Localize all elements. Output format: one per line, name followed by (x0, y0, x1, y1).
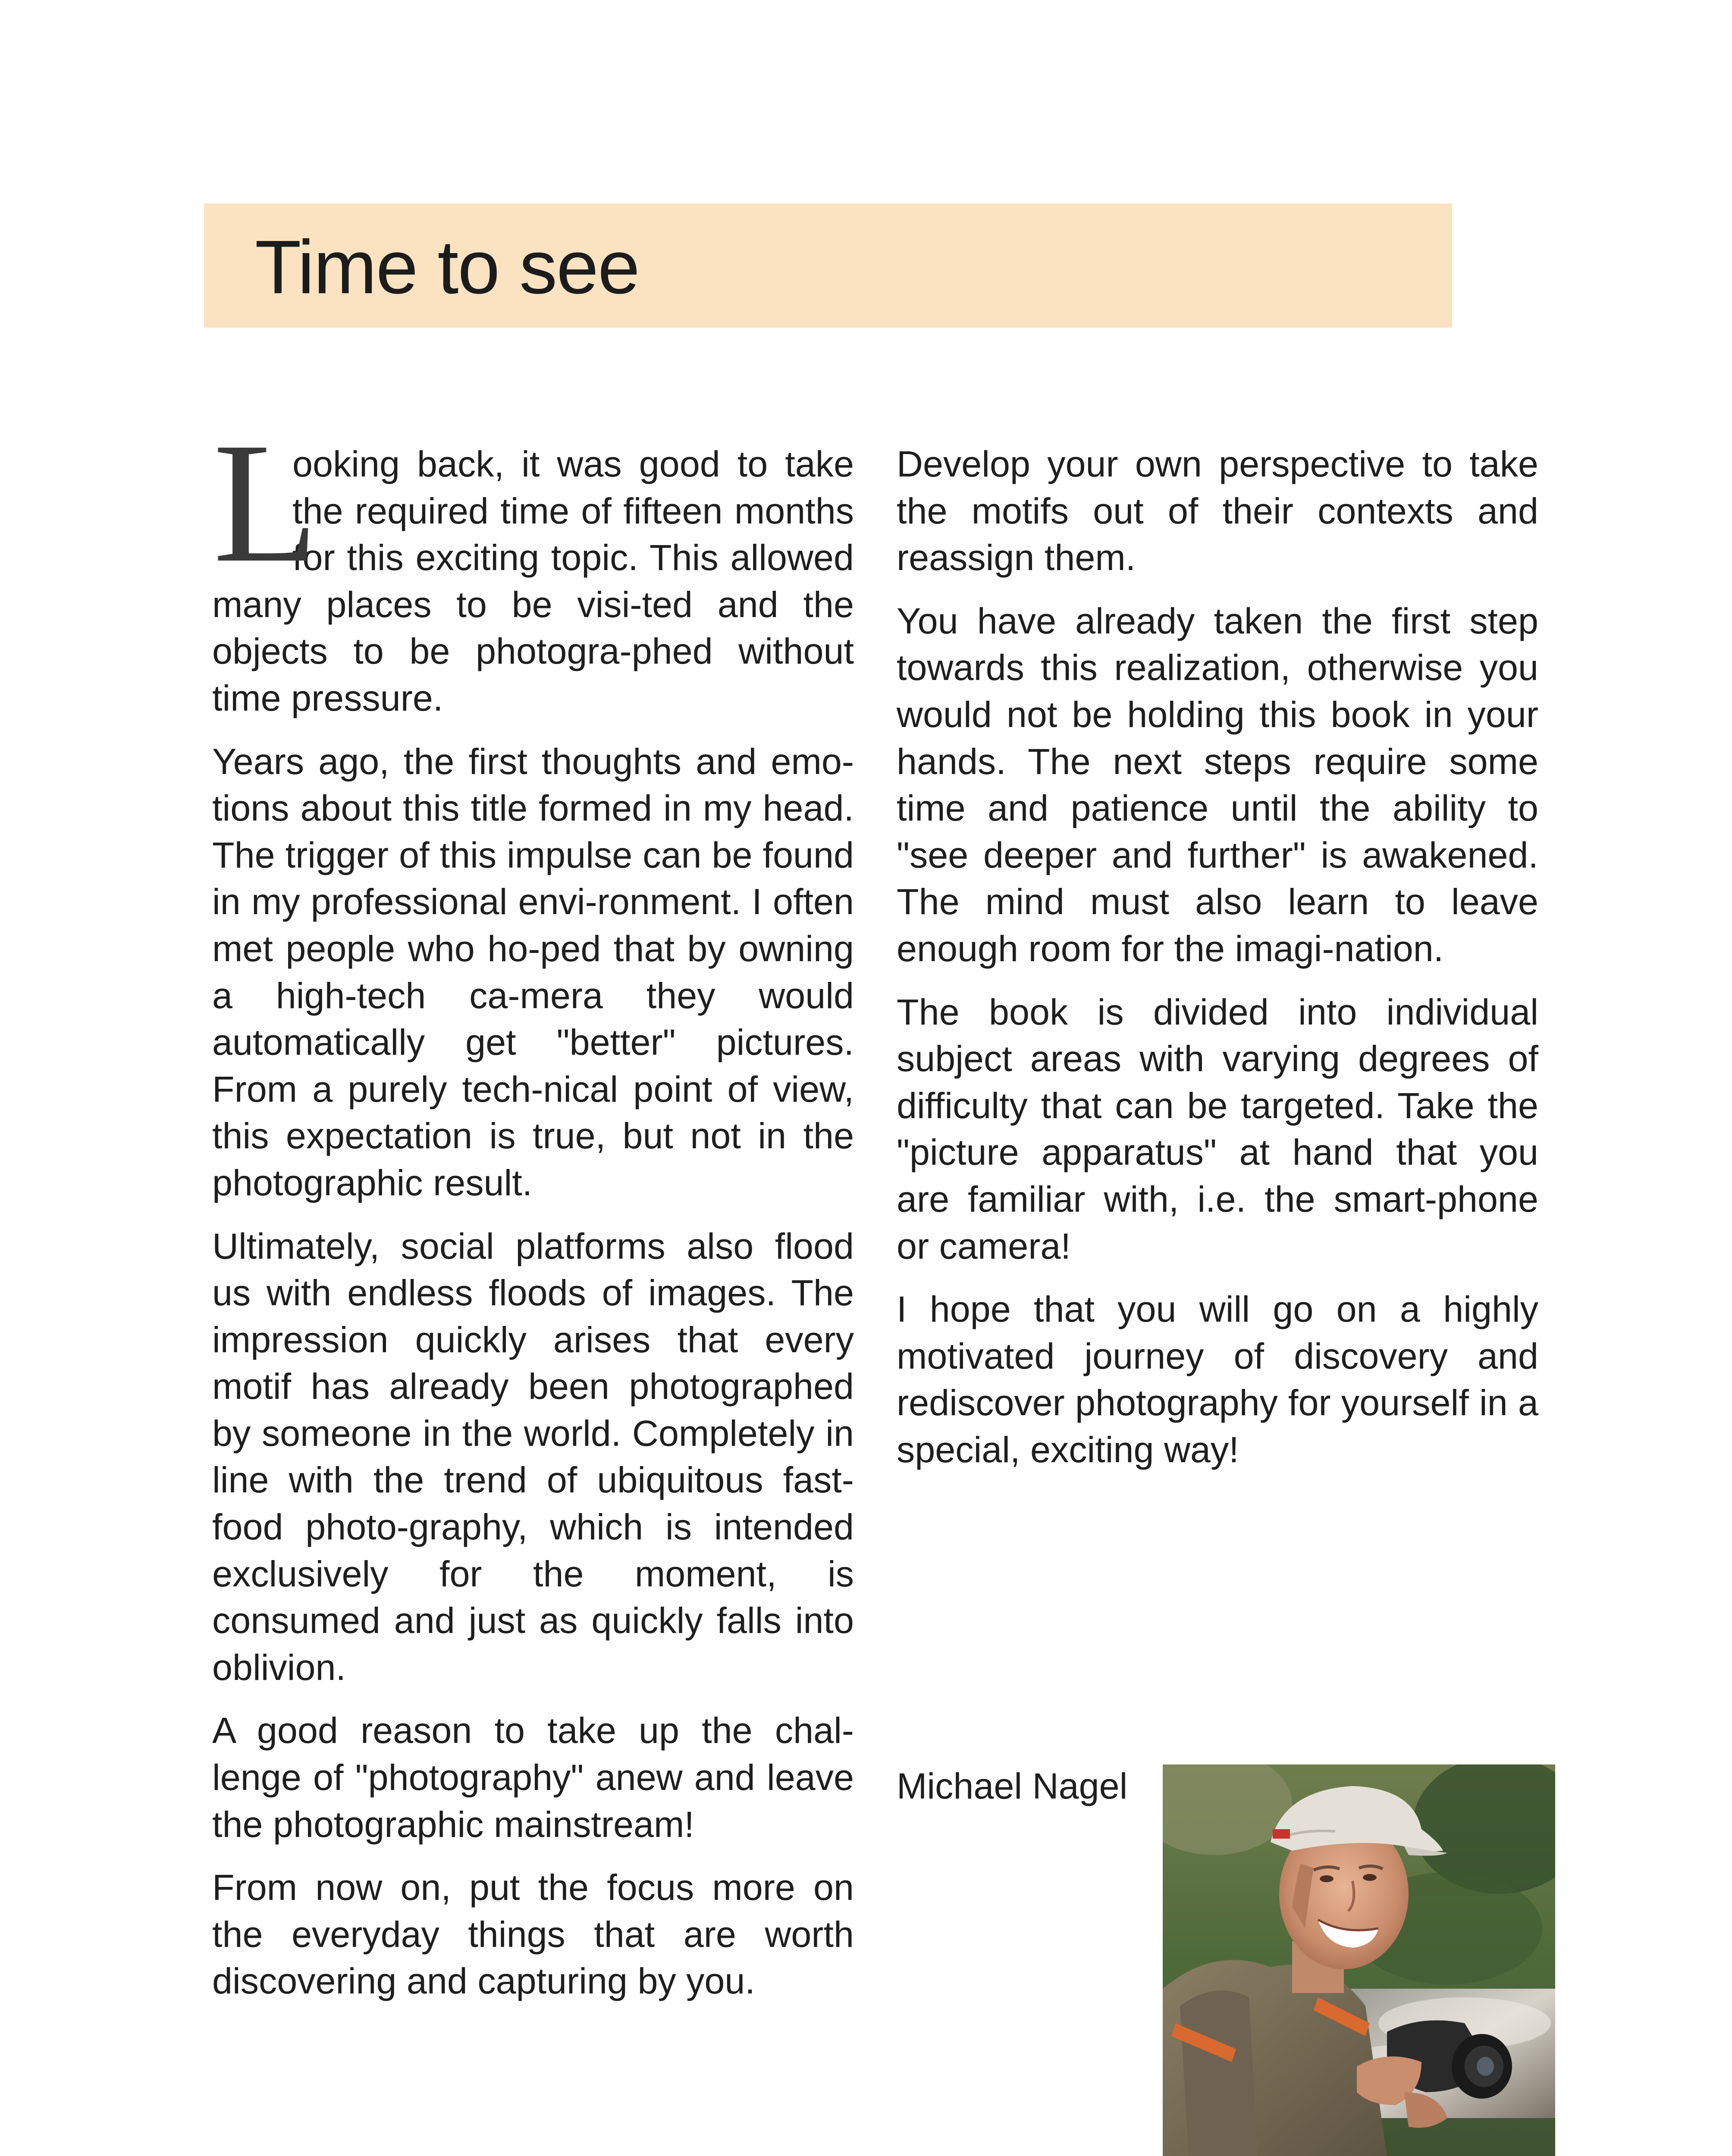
paragraph: Years ago, the first thoughts and emo-tions about this title formed in my head. The trigger of this impulse can be found in my professional envi-ronment. I often met people who ho-ped that by owning a high-tech ca-mera they would automatically get "better" pictures. From a purely tech-nical point of view, this expectation is true, but not in the photographic result. (212, 741, 854, 1203)
author-signature: Michael Nagel (897, 1766, 1128, 1806)
page-title: Time to see (255, 225, 639, 310)
paragraph: From now on, put the focus more on the everyday things that are worth discovering and capturing by you. (212, 1867, 854, 2002)
paragraph: A good reason to take up the chal-lenge of "photography" anew and leave the photographic mainstream! (212, 1710, 854, 1845)
paragraph: You have already taken the first step towards this realization, otherwise you would not be holding this book in your hands. The next steps require some time and patience until the ability to "see deeper and further" is awakened. The mind must also learn to leave enough room for the imagi-nation. (897, 600, 1538, 969)
author-photo (1163, 1764, 1555, 2156)
title-band (204, 204, 1452, 328)
paragraph-text: ooking back, it was good to take the required time of fifteen months for this exciting topic. This allowed many places to be visi-ted and the objects to be photogra-phed without time pressure. (212, 444, 854, 718)
right-column (897, 441, 1538, 1489)
drop-cap-box (212, 407, 319, 598)
paragraph: Ultimately, social platforms also flood us with endless floods of images. The impression quickly arises that every motif has already been photographed by someone in the world. Completely in line with the trend of ubiquitous fast-food photo-graphy, which is intended exclusively for the moment, is consumed and just as quickly falls into oblivion. (212, 1225, 854, 1688)
paragraph: The book is divided into individual subject areas with varying degrees of difficulty that can be targeted. Take the "picture apparatus" at hand that you are familiar with, i.e. the smart-phone or camera! (897, 991, 1538, 1266)
drop-cap: L (213, 407, 319, 598)
paragraph: I hope that you will go on a highly motivated journey of discovery and rediscover photography for yourself in a special, exciting way! (897, 1289, 1538, 1470)
paragraph: Develop your own perspective to take the motifs out of their contexts and reassign them. (897, 444, 1538, 578)
left-column (212, 407, 854, 2021)
paragraph (212, 407, 854, 722)
